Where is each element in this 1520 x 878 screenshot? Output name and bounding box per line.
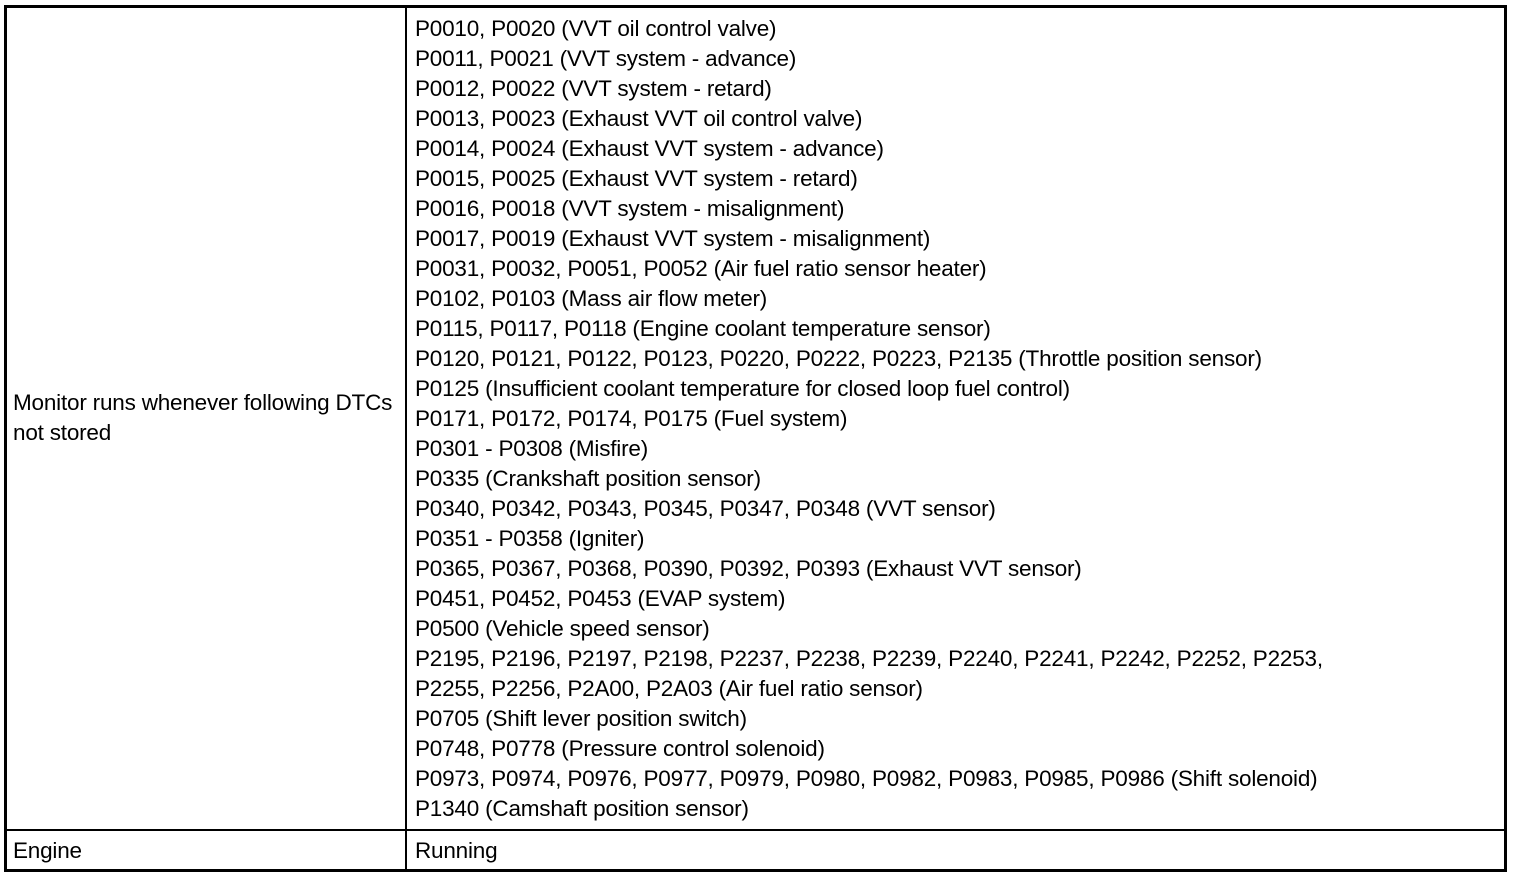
engine-value: Running — [415, 838, 498, 863]
dtc-line: P0102, P0103 (Mass air flow meter) — [415, 286, 768, 311]
dtc-line: P0016, P0018 (VVT system - misalignment) — [415, 196, 845, 221]
dtc-line: P2195, P2196, P2197, P2198, P2237, P2238, P2239, P2240, P2241, P2242, P2252, P2253, — [415, 646, 1323, 671]
dtc-line: P0014, P0024 (Exhaust VVT system - advance) — [415, 136, 884, 161]
condition-label: Monitor runs whenever following DTCs not stored — [13, 389, 393, 445]
conditions-table — [4, 5, 1507, 872]
dtc-line: P0351 - P0358 (Igniter) — [415, 526, 645, 551]
dtc-line: P0012, P0022 (VVT system - retard) — [415, 76, 772, 101]
dtc-line: P0301 - P0308 (Misfire) — [415, 436, 649, 461]
condition-label-cell — [7, 8, 407, 829]
dtc-line: P0015, P0025 (Exhaust VVT system - retard) — [415, 166, 858, 191]
dtc-line: P0017, P0019 (Exhaust VVT system - misalignment) — [415, 226, 931, 251]
dtc-line: P0973, P0974, P0976, P0977, P0979, P0980, P0982, P0983, P0985, P0986 (Shift solenoid) — [415, 766, 1318, 791]
dtc-line: P0011, P0021 (VVT system - advance) — [415, 46, 797, 71]
dtc-line: P0031, P0032, P0051, P0052 (Air fuel ratio sensor heater) — [415, 256, 987, 281]
dtc-line: P0335 (Crankshaft position sensor) — [415, 466, 761, 491]
dtc-line: P0451, P0452, P0453 (EVAP system) — [415, 586, 786, 611]
dtc-list-cell — [407, 8, 1504, 829]
table-row-dtc-conditions — [7, 8, 1504, 831]
dtc-line: P0748, P0778 (Pressure control solenoid) — [415, 736, 825, 761]
dtc-line: P0171, P0172, P0174, P0175 (Fuel system) — [415, 406, 848, 431]
dtc-line: P0013, P0023 (Exhaust VVT oil control valve) — [415, 106, 863, 131]
dtc-line: P1340 (Camshaft position sensor) — [415, 796, 749, 821]
dtc-line: P0340, P0342, P0343, P0345, P0347, P0348 (VVT sensor) — [415, 496, 996, 521]
dtc-line: P0125 (Insufficient coolant temperature for closed loop fuel control) — [415, 376, 1070, 401]
dtc-line: P0500 (Vehicle speed sensor) — [415, 616, 710, 641]
dtc-line: P0010, P0020 (VVT oil control valve) — [415, 16, 777, 41]
table-row-engine — [7, 831, 1504, 869]
engine-label: Engine — [13, 838, 82, 863]
dtc-line: P0365, P0367, P0368, P0390, P0392, P0393 (Exhaust VVT sensor) — [415, 556, 1082, 581]
dtc-line: P2255, P2256, P2A00, P2A03 (Air fuel ratio sensor) — [415, 676, 923, 701]
dtc-line: P0705 (Shift lever position switch) — [415, 706, 747, 731]
engine-label-cell — [7, 831, 407, 869]
engine-value-cell — [407, 831, 1504, 869]
dtc-line: P0120, P0121, P0122, P0123, P0220, P0222, P0223, P2135 (Throttle position sensor) — [415, 346, 1262, 371]
dtc-line: P0115, P0117, P0118 (Engine coolant temperature sensor) — [415, 316, 991, 341]
